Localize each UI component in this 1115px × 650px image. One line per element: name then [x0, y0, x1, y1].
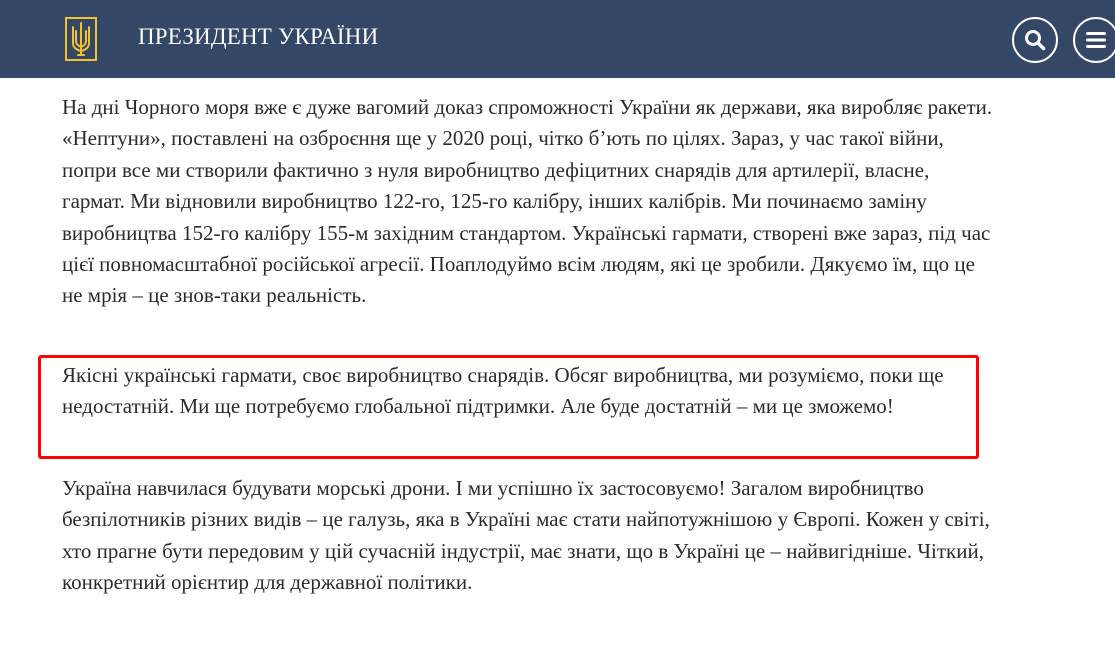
article-paragraph: На дні Чорного моря вже є дуже вагомий доказ спроможності України як держави, яка виробляє ракети. «Нептуни», поставлені на озброєння ще у 2020 році, чітко б’ють по цілях. Зараз, у час такої війни, попри все ми створили фактично з нуля виробництво дефіцитних снарядів для артилерії, власне, гармат. Ми відновили виробництво 122-го, 125-го калібру, інших калібрів. Ми починаємо заміну виробництва 152-го калібру 155-м західним стандартом. Українські гармати, створені вже зараз, під час цієї повномасштабної російської агресії. Поаплодуймо всім людям, які це зробили. Дякуємо їм, що це не мрія – це знов-таки реальність. [62, 95, 993, 308]
trident-coat-of-arms-icon[interactable] [65, 17, 97, 61]
site-header [0, 0, 1115, 78]
site-title[interactable]: ПРЕЗИДЕНТ УКРАЇНИ [138, 24, 379, 49]
hamburger-menu-icon [1085, 30, 1107, 50]
article-paragraph: Україна навчилася будувати морські дрони. І ми успішно їх застосовуємо! Загалом виробництво безпілотників різних видів – це галузь, яка в Україні має стати найпотужнішою у Європі. Кожен у світі, хто прагне бути передовим у цій сучасній індустрії, має знати, що в Україні це – найвигідніше. Чіткий, конкретний орієнтир для державної політики. [62, 476, 990, 595]
search-icon [1024, 29, 1046, 51]
article-paragraph-highlighted: Якісні українські гармати, своє виробництво снарядів. Обсяг виробництва, ми розуміємо, поки ще недостатній. Ми ще потребуємо глобальної підтримки. Але буде достатній – ми це зможемо! [62, 363, 944, 419]
menu-button[interactable] [1073, 17, 1115, 63]
search-button[interactable] [1012, 17, 1058, 63]
